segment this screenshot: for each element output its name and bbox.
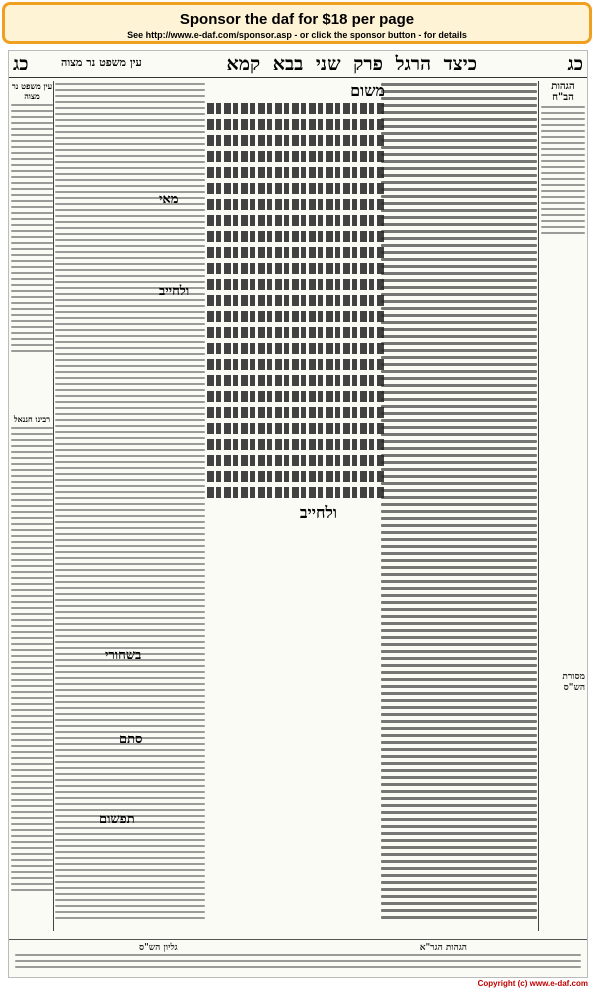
tosafot-text (381, 83, 537, 919)
hagahot-bach-text (541, 106, 585, 266)
page-header (9, 53, 587, 78)
gemara-text (207, 81, 385, 525)
hagahot-gra-label: הגהות הגר"א (419, 943, 467, 953)
copyright-text[interactable]: Copyright (c) www.e-daf.com (477, 979, 588, 988)
column-divider-right (538, 81, 539, 931)
column-divider-left (53, 81, 54, 931)
talmud-page (8, 50, 588, 978)
ein-mishpat-title: עין משפט נר מצוה (11, 81, 53, 101)
sponsor-banner[interactable] (2, 2, 592, 44)
page-number: כג (567, 53, 583, 75)
rashi-text (55, 83, 205, 919)
section-word-mai: מאי (159, 192, 179, 207)
right-margin-column (541, 81, 585, 931)
tosafot-column (381, 83, 537, 933)
bottom-notes-text (15, 954, 581, 968)
section-word-velechayev-rashi: ולחייב (159, 284, 190, 299)
sponsor-title: Sponsor the daf for $18 per page (179, 11, 415, 28)
section-word-beshachori: בשחורי (105, 648, 142, 663)
section-word-tafshum: תפשום (99, 812, 135, 827)
sponsor-link-text[interactable]: See http://www.e-daf.com/sponsor.asp - or click the sponsor button - for details (127, 30, 467, 40)
rabbenu-chananel-text (11, 427, 53, 927)
left-margin-column (11, 81, 53, 931)
ein-mishpat-text (11, 104, 53, 404)
gemara-begin-word: משום (350, 81, 385, 100)
rashi-column (55, 83, 205, 933)
hagahot-bach-title: הגהות הב"ח (551, 81, 575, 103)
page-number-left: כג (13, 53, 29, 75)
masoret-hashas-label: מסורת הש"ס (562, 672, 585, 693)
gilyon-hashas-label: גליון הש"ס (139, 943, 178, 953)
section-word-velechayev: ולחייב (299, 503, 337, 522)
section-word-stam: סתם (119, 732, 143, 747)
bottom-notes (9, 939, 587, 974)
rabbenu-chananel-title: רבינו חננאל (13, 414, 51, 424)
ein-mishpat-label: עין משפט נר מצוה (61, 56, 142, 69)
chapter-title: כיצד הרגל פרק שני בבא קמא (226, 53, 477, 75)
